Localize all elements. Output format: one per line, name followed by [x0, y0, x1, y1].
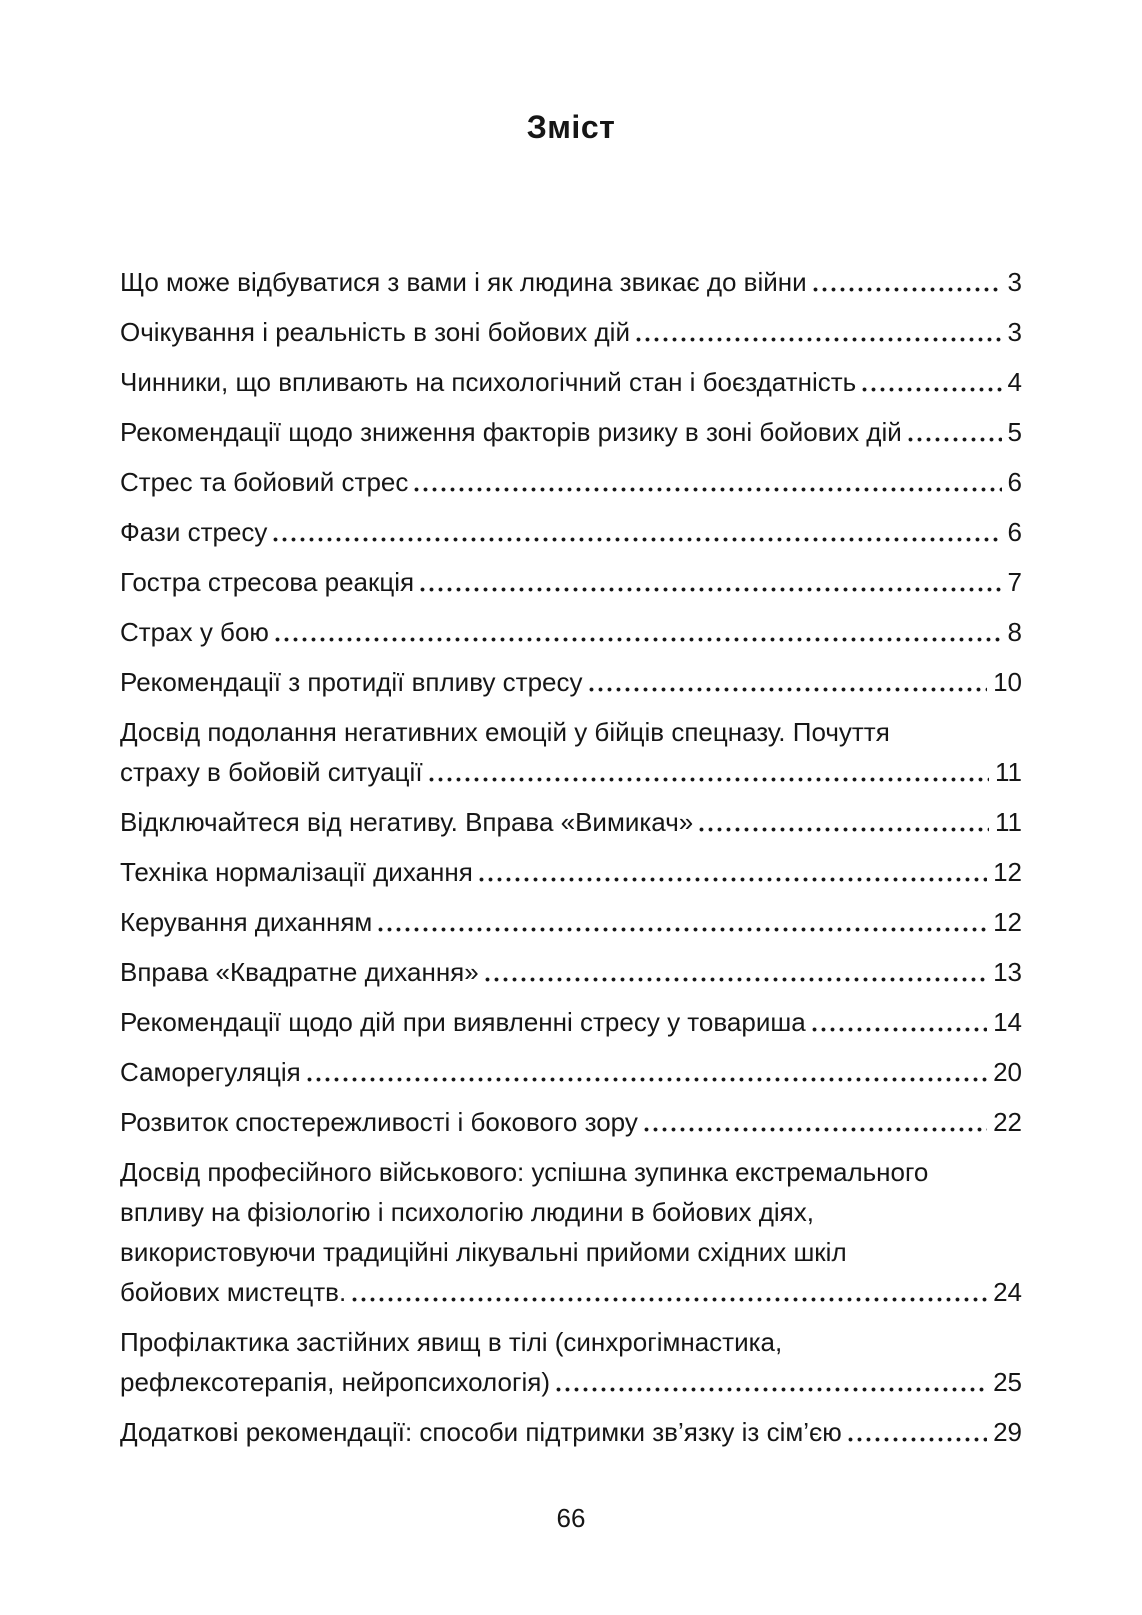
- toc-entry: [120, 512, 1022, 552]
- dot-leader: [429, 777, 989, 782]
- toc-entry-last-line: [120, 662, 1022, 702]
- dot-leader: [862, 387, 1001, 392]
- toc-entry-page: 8: [1007, 617, 1022, 647]
- toc-entry-last-line: [120, 902, 1022, 942]
- toc-entry: [120, 312, 1022, 352]
- toc-entry-page: 6: [1007, 467, 1022, 497]
- toc-entry-page: 14: [993, 1007, 1022, 1037]
- dot-leader: [813, 287, 1002, 292]
- toc-entry: [120, 1412, 1022, 1452]
- dot-leader: [352, 1297, 987, 1302]
- toc-list: [120, 262, 1022, 1452]
- toc-entry-text-line: Досвід професійного військового: успішна зупинка екстремального: [120, 1157, 929, 1187]
- toc-entry-last-line: [120, 612, 1022, 652]
- toc-entry-title: Чинники, що впливають на психологічний стан і боєздатність: [120, 367, 857, 397]
- dot-leader: [420, 587, 1001, 592]
- toc-entry: [120, 262, 1022, 302]
- toc-entry-last-line: [120, 952, 1022, 992]
- toc-entry-last-line: [120, 852, 1022, 892]
- toc-entry-text-line: Профілактика застійних явищ в тілі (синхрогімнастика,: [120, 1327, 783, 1357]
- toc-entry-text-line: використовуючи традиційні лікувальні прийоми східних шкіл: [120, 1237, 847, 1267]
- toc-entry: [120, 1322, 1022, 1402]
- toc-entry: [120, 952, 1022, 992]
- toc-entry: [120, 612, 1022, 652]
- toc-entry: [120, 562, 1022, 602]
- toc-entry-page: 12: [993, 857, 1022, 887]
- toc-entry-title: Рекомендації щодо дій при виявленні стресу у товариша: [120, 1007, 806, 1037]
- dot-leader: [908, 437, 1002, 442]
- toc-entry-title: Очікування і реальність в зоні бойових дій: [120, 317, 630, 347]
- toc-entry: [120, 462, 1022, 502]
- toc-entry-text-line: впливу на фізіологію і психологію людини в бойових діях,: [120, 1197, 814, 1227]
- dot-leader: [812, 1027, 987, 1032]
- toc-entry-title: Що може відбуватися з вами і як людина звикає до війни: [120, 267, 807, 297]
- toc-entry-title: Додаткові рекомендації: способи підтримки зв’язку із сім’єю: [120, 1417, 842, 1447]
- dot-leader: [699, 827, 989, 832]
- toc-entry-text-line: Досвід подолання негативних емоцій у бійців спецназу. Почуття: [120, 717, 890, 747]
- toc-entry-last-line: [120, 462, 1022, 502]
- toc-entry-title: Керування диханням: [120, 907, 373, 937]
- toc-entry-title: Відключайтеся від негативу. Вправа «Вимикач»: [120, 807, 694, 837]
- toc-entry: [120, 412, 1022, 452]
- toc-entry-title: Гостра стресова реакція: [120, 567, 415, 597]
- toc-entry-page: 4: [1007, 367, 1022, 397]
- toc-entry-title: Техніка нормалізації дихання: [120, 857, 473, 887]
- toc-entry-title: рефлексотерапія, нейропсихологія): [120, 1367, 550, 1397]
- toc-entry-page: 3: [1007, 317, 1022, 347]
- toc-entry-page: 10: [993, 667, 1022, 697]
- toc-entry-title: Страх у бою: [120, 617, 269, 647]
- toc-entry-title: Фази стресу: [120, 517, 268, 547]
- toc-entry-page: 5: [1007, 417, 1022, 447]
- toc-entry-last-line: [120, 1362, 1022, 1402]
- toc-entry: [120, 902, 1022, 942]
- toc-entry: [120, 1102, 1022, 1142]
- dot-leader: [378, 927, 987, 932]
- toc-entry-page: 6: [1007, 517, 1022, 547]
- toc-entry-last-line: [120, 1002, 1022, 1042]
- toc-entry-page: 11: [995, 807, 1022, 837]
- dot-leader: [307, 1077, 987, 1082]
- toc-entry-last-line: [120, 312, 1022, 352]
- toc-entry-last-line: [120, 1052, 1022, 1092]
- dot-leader: [485, 977, 987, 982]
- toc-entry-last-line: [120, 802, 1022, 842]
- dot-leader: [636, 337, 1002, 342]
- toc-entry-page: 25: [993, 1367, 1022, 1397]
- toc-entry-title: Рекомендації щодо зниження факторів ризику в зоні бойових дій: [120, 417, 902, 447]
- dot-leader: [644, 1127, 987, 1132]
- toc-entry-page: 29: [993, 1417, 1022, 1447]
- toc-entry: [120, 802, 1022, 842]
- toc-entry-last-line: [120, 262, 1022, 302]
- toc-entry-page: 20: [993, 1057, 1022, 1087]
- toc-entry-last-line: [120, 752, 1022, 792]
- toc-entry: [120, 712, 1022, 792]
- toc-entry: [120, 662, 1022, 702]
- toc-entry-page: 13: [993, 957, 1022, 987]
- page-number: 66: [556, 1503, 586, 1533]
- toc-entry-last-line: [120, 362, 1022, 402]
- dot-leader: [589, 687, 988, 692]
- toc-entry: [120, 362, 1022, 402]
- toc-entry: [120, 1052, 1022, 1092]
- toc-entry-last-line: [120, 412, 1022, 452]
- toc-entry-page: 24: [993, 1277, 1022, 1307]
- toc-entry-title: Розвиток спостережливості і бокового зору: [120, 1107, 638, 1137]
- toc-entry-last-line: [120, 1272, 1022, 1312]
- page-title: Зміст: [526, 109, 616, 145]
- toc-entry-title: Вправа «Квадратне дихання»: [120, 957, 479, 987]
- toc-entry-title: Саморегуляція: [120, 1057, 301, 1087]
- toc-entry-title: Рекомендації з протидії впливу стресу: [120, 667, 583, 697]
- toc-entry: [120, 1152, 1022, 1312]
- dot-leader: [556, 1387, 987, 1392]
- toc-entry-title: бойових мистецтв.: [120, 1277, 347, 1307]
- dot-leader: [414, 487, 1001, 492]
- toc-entry-page: 3: [1007, 267, 1022, 297]
- dot-leader: [848, 1437, 987, 1442]
- toc-entry-last-line: [120, 512, 1022, 552]
- toc-entry: [120, 1002, 1022, 1042]
- toc-entry-page: 11: [995, 757, 1022, 787]
- toc-entry-title: страху в бойовій ситуації: [120, 757, 423, 787]
- dot-leader: [275, 637, 1002, 642]
- toc-entry: [120, 852, 1022, 892]
- toc-entry-last-line: [120, 562, 1022, 602]
- toc-entry-last-line: [120, 1412, 1022, 1452]
- toc-entry-page: 22: [993, 1107, 1022, 1137]
- dot-leader: [479, 877, 987, 882]
- toc-entry-page: 7: [1007, 567, 1022, 597]
- toc-entry-title: Стрес та бойовий стрес: [120, 467, 409, 497]
- toc-entry-page: 12: [993, 907, 1022, 937]
- dot-leader: [273, 537, 1001, 542]
- toc-entry-last-line: [120, 1102, 1022, 1142]
